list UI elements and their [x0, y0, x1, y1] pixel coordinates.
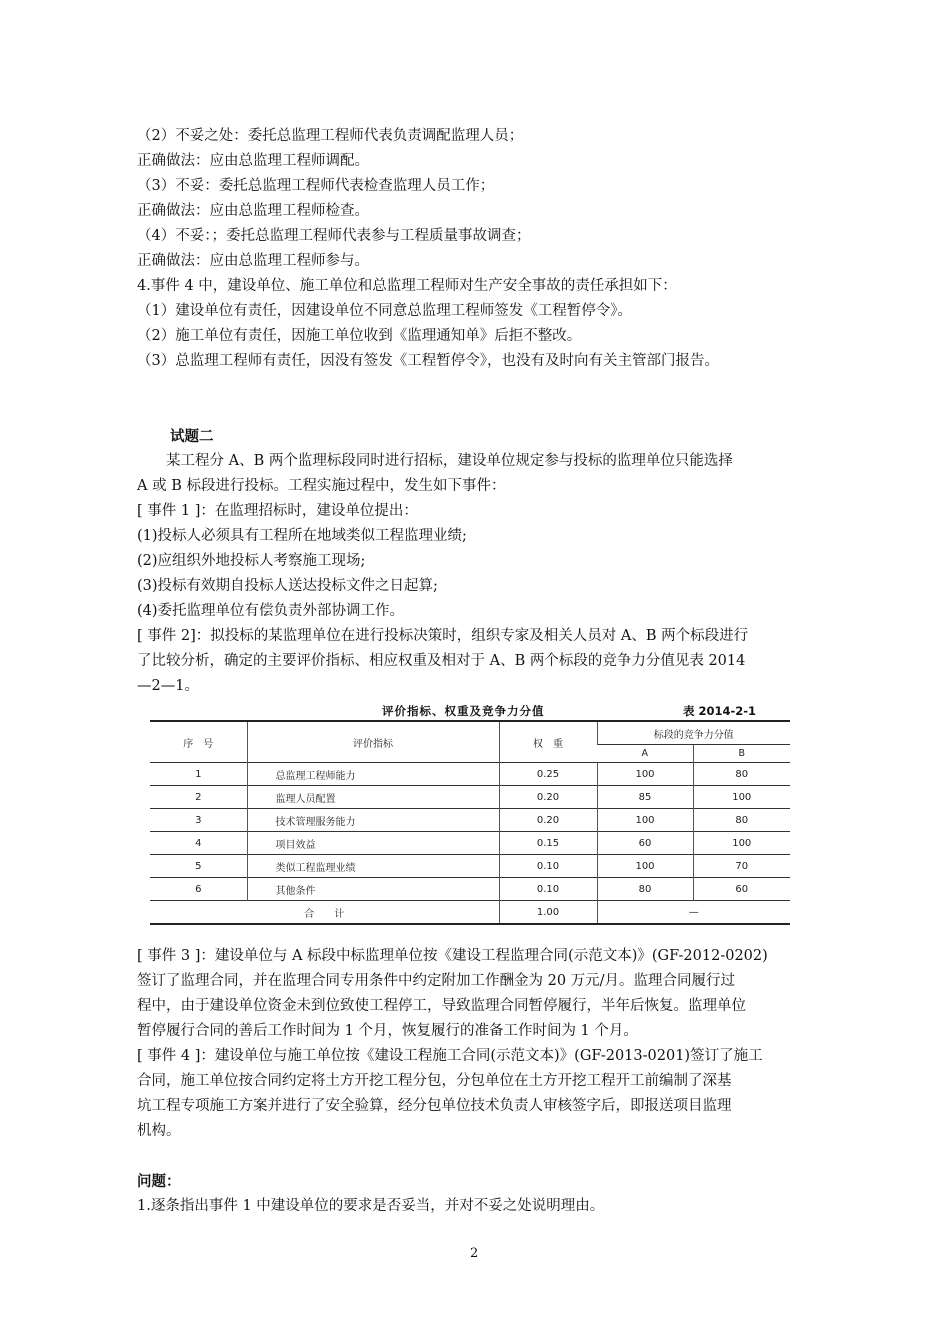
text-line: 正确做法：应由总监理工程师参与。 — [137, 253, 369, 269]
cell-seq: 1 — [150, 763, 247, 786]
page-number: 2 — [470, 1246, 479, 1261]
text-line: 正确做法：应由总监理工程师调配。 — [137, 153, 369, 169]
table-row — [150, 809, 790, 832]
text-line: （4）不妥：；委托总监理工程师代表参与工程质量事故调查； — [137, 228, 531, 244]
text-line: 程中，由于建设单位资金未到位致使工程停工，导致监理合同暂停履行，半年后恢复。监理单位 — [137, 998, 746, 1014]
cell-weight: 0.20 — [499, 809, 597, 832]
text-line: 正确做法：应由总监理工程师检查。 — [137, 203, 369, 219]
cell-weight: 0.10 — [499, 855, 597, 878]
cell-a: 100 — [597, 763, 693, 786]
evaluation-table — [150, 720, 790, 925]
table-title: 评价指标、权重及竞争力分值 — [382, 704, 545, 718]
text-line: (1)投标人必须具有工程所在地域类似工程监理业绩; — [137, 528, 467, 544]
cell-a: 100 — [597, 809, 693, 832]
evaluation-table-figure — [150, 700, 790, 926]
text-line: 了比较分析，确定的主要评价指标、相应权重及相对于 A、B 两个标段的竞争力分值见表 2014 — [137, 653, 746, 669]
cell-total-weight: 1.00 — [499, 901, 597, 925]
header-a: A — [597, 745, 693, 763]
cell-total-score: — — [597, 901, 790, 925]
cell-b: 70 — [693, 855, 790, 878]
cell-a: 60 — [597, 832, 693, 855]
text-line: A 或 B 标段进行投标。工程实施过程中，发生如下事件： — [137, 478, 506, 494]
header-seq: 序 号 — [150, 721, 247, 763]
cell-weight: 0.20 — [499, 786, 597, 809]
table-row — [150, 763, 790, 786]
cell-seq: 6 — [150, 878, 247, 901]
table-number: 表 2014-2-1 — [683, 704, 757, 718]
text-line: 暂停履行合同的善后工作时间为 1 个月，恢复履行的准备工作时间为 1 个月。 — [137, 1023, 638, 1039]
cell-indicator: 类似工程监理业绩 — [247, 855, 499, 878]
header-indicator: 评价指标 — [247, 721, 499, 763]
cell-indicator: 项目效益 — [247, 832, 499, 855]
text-line: 4.事件 4 中，建设单位、施工单位和总监理工程师对生产安全事故的责任承担如下： — [137, 278, 677, 294]
cell-indicator: 监理人员配置 — [247, 786, 499, 809]
cell-weight: 0.10 — [499, 878, 597, 901]
cell-indicator: 技术管理服务能力 — [247, 809, 499, 832]
header-score: 标段的竞争力分值 — [597, 721, 790, 745]
table-total-row — [150, 901, 790, 925]
text-line: （2）施工单位有责任，因施工单位收到《监理通知单》后拒不整改。 — [137, 328, 582, 344]
cell-total-label: 合 计 — [150, 901, 499, 925]
text-line: [ 事件 3 ]：建设单位与 A 标段中标监理单位按《建设工程监理合同(示范文本)》(GF-2012-0202) — [137, 948, 768, 964]
cell-a: 100 — [597, 855, 693, 878]
text-line: [ 事件 1 ]：在监理招标时，建设单位提出： — [137, 503, 418, 519]
text-line: 机构。 — [137, 1123, 181, 1139]
cell-b: 60 — [693, 878, 790, 901]
text-line: 坑工程专项施工方案并进行了安全验算，经分包单位技术负责人审核签字后，即报送项目监理 — [137, 1098, 732, 1114]
table-row — [150, 786, 790, 809]
cell-b: 100 — [693, 832, 790, 855]
text-line: 某工程分 A、B 两个监理标段同时进行招标，建设单位规定参与投标的监理单位只能选择 — [137, 453, 733, 469]
text-line: 合同，施工单位按合同约定将土方开挖工程分包，分包单位在土方开挖工程开工前编制了深基 — [137, 1073, 732, 1089]
text-line: [ 事件 2]：拟投标的某监理单位在进行投标决策时，组织专家及相关人员对 A、B 两个标段进行 — [137, 628, 749, 644]
cell-weight: 0.25 — [499, 763, 597, 786]
table-row — [150, 878, 790, 901]
cell-seq: 2 — [150, 786, 247, 809]
text-line: 签订了监理合同，并在监理合同专用条件中约定附加工作酬金为 20 万元/月。监理合同履行过 — [137, 973, 736, 989]
cell-seq: 5 — [150, 855, 247, 878]
text-line: [ 事件 4 ]：建设单位与施工单位按《建设工程施工合同(示范文本)》(GF-2013-0201)签订了施工 — [137, 1048, 763, 1064]
table-caption — [150, 700, 790, 720]
table-row — [150, 832, 790, 855]
question-1: 1.逐条指出事件 1 中建设单位的要求是否妥当，并对不妥之处说明理由。 — [137, 1198, 605, 1214]
text-line: （3）不妥：委托总监理工程师代表检查监理人员工作； — [137, 178, 495, 194]
table-row — [150, 855, 790, 878]
text-line: (3)投标有效期自投标人送达投标文件之日起算; — [137, 578, 438, 594]
text-line: （2）不妥之处：委托总监理工程师代表负责调配监理人员； — [137, 128, 524, 144]
text-line: （3）总监理工程师有责任，因没有签发《工程暂停令》，也没有及时向有关主管部门报告。 — [137, 353, 719, 369]
text-line: (2)应组织外地投标人考察施工现场; — [137, 553, 366, 569]
cell-b: 80 — [693, 763, 790, 786]
text-line: (4)委托监理单位有偿负责外部协调工作。 — [137, 603, 405, 619]
cell-weight: 0.15 — [499, 832, 597, 855]
cell-indicator: 总监理工程师能力 — [247, 763, 499, 786]
cell-b: 100 — [693, 786, 790, 809]
questions-title: 问题： — [137, 1173, 181, 1190]
header-b: B — [693, 745, 790, 763]
cell-a: 85 — [597, 786, 693, 809]
cell-a: 80 — [597, 878, 693, 901]
text-line: —2—1。 — [137, 678, 199, 694]
section-title: 试题二 — [170, 428, 214, 445]
cell-seq: 4 — [150, 832, 247, 855]
text-line: （1）建设单位有责任，因建设单位不同意总监理工程师签发《工程暂停令》。 — [137, 303, 632, 319]
cell-indicator: 其他条件 — [247, 878, 499, 901]
cell-b: 80 — [693, 809, 790, 832]
cell-seq: 3 — [150, 809, 247, 832]
header-weight: 权 重 — [499, 721, 597, 763]
